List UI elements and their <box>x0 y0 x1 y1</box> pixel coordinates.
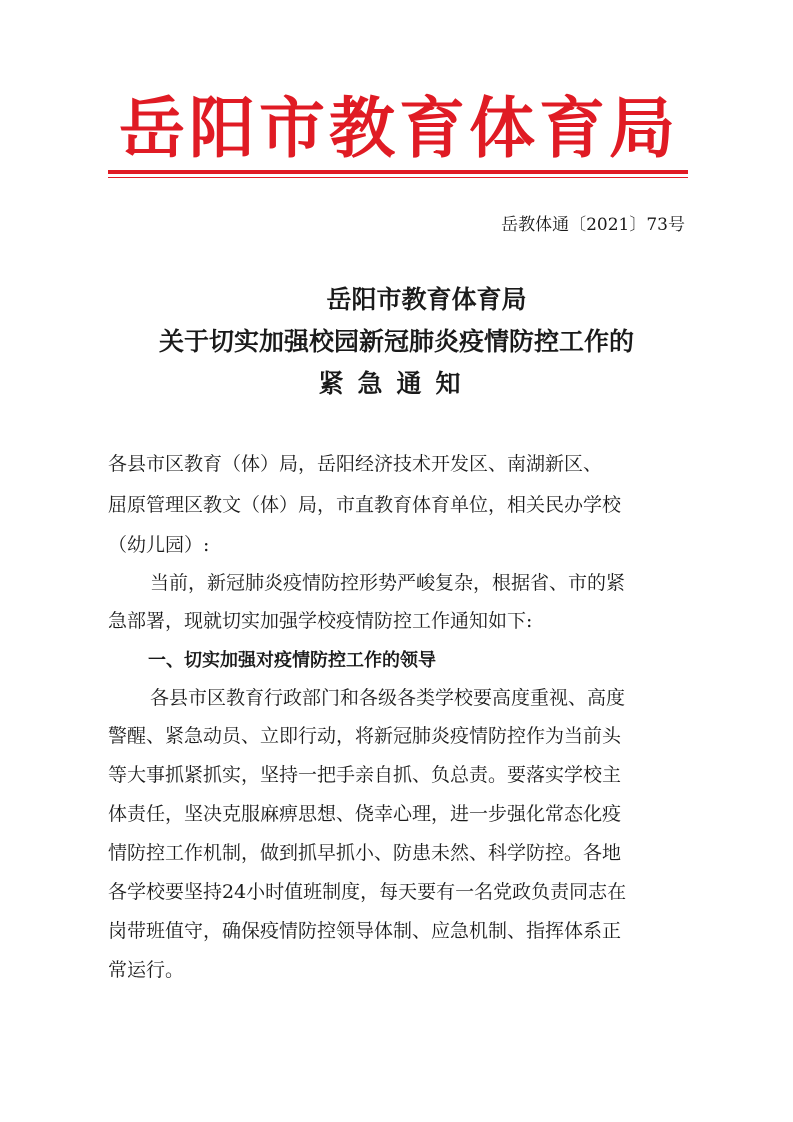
masthead-org-name: 岳阳市教育体育局 <box>119 89 679 167</box>
section-text-line: 警醒、紧急动员、立即行动，将新冠肺炎疫情防控作为当前头 <box>108 725 622 747</box>
section-text-line: 各县市区教育行政部门和各级各类学校要高度重视、高度 <box>150 687 626 709</box>
intro-line: 当前，新冠肺炎疫情防控形势严峻复杂，根据省、市的紧 <box>150 572 626 594</box>
document-number: 岳教体通〔2021〕73号 <box>501 215 685 235</box>
section-text-line: 等大事抓紧抓实，坚持一把手亲自抓、负总责。要落实学校主 <box>108 764 622 786</box>
addressee-line: 各县市区教育（体）局，岳阳经济技术开发区、南湖新区、 <box>108 453 603 475</box>
title-line-2: 关于切实加强校园新冠肺炎疫情防控工作的 <box>158 327 634 356</box>
title-line-1: 岳阳市教育体育局 <box>326 285 527 314</box>
addressee-line: 屈原管理区教文（体）局，市直教育体育单位，相关民办学校 <box>108 494 622 516</box>
section-text-line: 情防控工作机制，做到抓早抓小、防患未然、科学防控。各地 <box>108 842 622 864</box>
masthead-red-rule <box>108 170 688 174</box>
section-text-line: 体责任，坚决克服麻痹思想、侥幸心理，进一步强化常态化疫 <box>108 803 622 825</box>
section-heading: 一、切实加强对疫情防控工作的领导 <box>148 650 436 671</box>
masthead-red-rule-thin <box>108 177 688 178</box>
section-text-line: 岗带班值守，确保疫情防控领导体制、应急机制、指挥体系正 <box>108 920 622 942</box>
section-text-line: 各学校要坚持24小时值班制度，每天要有一名党政负责同志在 <box>108 881 627 903</box>
section-text-line: 常运行。 <box>108 959 185 981</box>
addressee-line: （幼儿园）: <box>108 534 210 556</box>
intro-line: 急部署，现就切实加强学校疫情防控工作通知如下: <box>108 610 533 632</box>
title-line-3: 紧急通知 <box>318 369 475 398</box>
